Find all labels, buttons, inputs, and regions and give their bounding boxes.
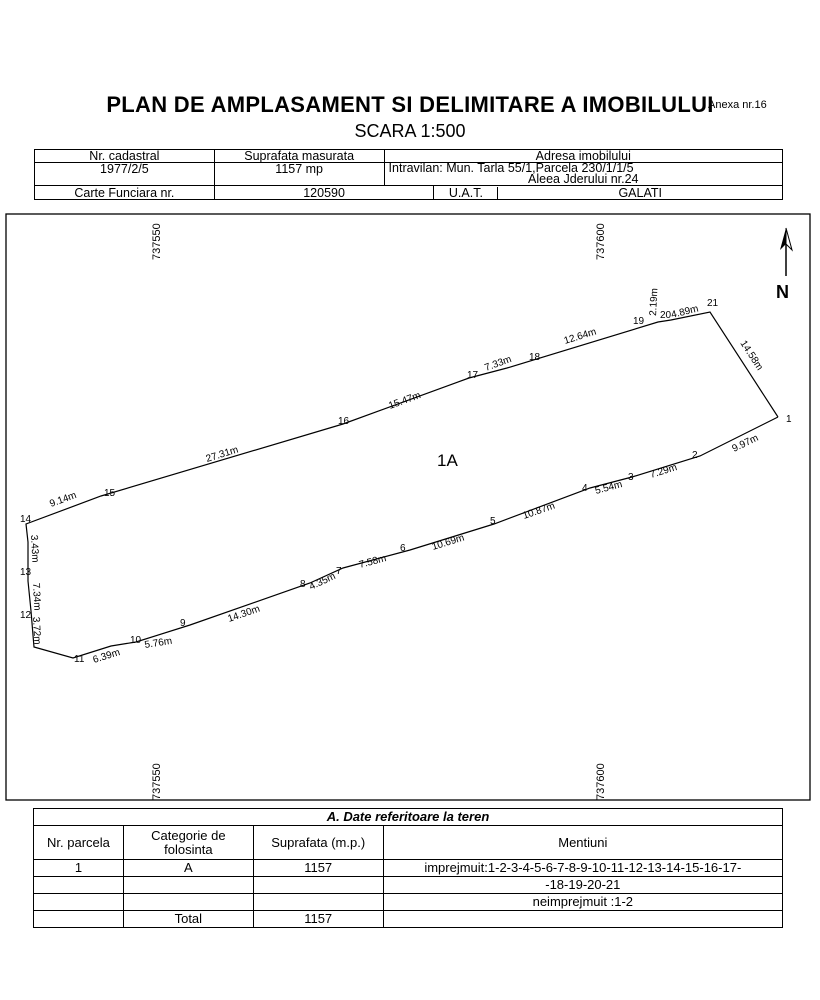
address-line-2: Aleea Jderului nr.24 <box>528 172 639 186</box>
point-label: 3 <box>628 472 634 483</box>
point-label: 19 <box>633 316 645 327</box>
annex-number: Anexa nr.16 <box>708 99 767 111</box>
point-label: 6 <box>400 543 406 554</box>
point-label: 11 <box>74 654 85 665</box>
distance-label: 7.34m <box>30 582 43 611</box>
distance-label: 4.35m <box>307 571 338 593</box>
distance-label: 3.43m <box>28 534 41 563</box>
surface-value: 1157 <box>253 860 383 877</box>
point-label: 18 <box>529 352 541 363</box>
land-book-label: Carte Funciara nr. <box>35 186 215 200</box>
point-label: 21 <box>707 298 719 309</box>
distance-label: 9.97m <box>730 432 761 455</box>
distance-label: 5.76m <box>143 635 173 651</box>
distance-label: 10.69m <box>430 532 466 553</box>
parcel-boundary <box>26 312 778 658</box>
point-label: 20 <box>660 310 672 321</box>
distance-label: 15.47m <box>387 390 423 412</box>
plan-frame <box>6 214 810 800</box>
distance-label: 14.58m <box>737 338 765 373</box>
land-data-table <box>33 808 783 928</box>
north-arrow-icon <box>776 228 792 302</box>
point-label: 7 <box>336 566 342 577</box>
distance-label: 2.19m <box>648 287 661 317</box>
parcel-number: 1 <box>34 860 124 877</box>
category-value: A <box>123 860 253 877</box>
point-label: 9 <box>180 618 186 629</box>
point-labels <box>20 298 792 665</box>
point-label: 2 <box>692 450 698 461</box>
point-label: 17 <box>467 370 479 381</box>
point-label: 8 <box>300 579 306 590</box>
point-label: 10 <box>130 635 142 646</box>
scale-label: SCARA 1:500 <box>354 121 466 141</box>
point-label: 4 <box>582 483 588 494</box>
distance-label: 27.31m <box>204 444 240 465</box>
grid-coordinate-left-bottom: 737550 <box>151 763 163 800</box>
total-value: 1157 <box>253 911 383 928</box>
address-line-1: Intravilan: Mun. Tarla 55/1,Parcela 230/1/1/5 <box>388 161 634 175</box>
distance-label: 4.89m <box>670 303 700 321</box>
header-surface: Suprafata masurata <box>214 150 384 163</box>
point-label: 12 <box>20 610 32 621</box>
point-label: 1 <box>786 414 792 425</box>
grid-coordinate-right-bottom: 737600 <box>595 763 607 800</box>
uat-label: U.A.T. <box>434 187 498 199</box>
distance-label: 6.39m <box>91 647 122 666</box>
mention-line: neimprejmuit :1-2 <box>383 894 782 911</box>
point-label: 16 <box>338 416 350 427</box>
col-mentions-header: Mentiuni <box>383 826 782 860</box>
mention-line: imprejmuit:1-2-3-4-5-6-7-8-9-10-11-12-13-14-15-16-17- <box>383 860 782 877</box>
mention-line: -18-19-20-21 <box>383 877 782 894</box>
distance-label: 7.33m <box>483 353 514 374</box>
point-label: 15 <box>104 488 116 499</box>
point-label: 13 <box>20 567 32 578</box>
point-label: 14 <box>20 514 32 525</box>
distance-labels <box>28 288 765 666</box>
grid-coordinate-right-top: 737600 <box>595 223 607 260</box>
distance-label: 12.64m <box>562 326 598 347</box>
distance-label: 5.54m <box>593 479 624 497</box>
land-section-title: A. Date referitoare la teren <box>34 809 783 826</box>
col-surface-header: Suprafata (m.p.) <box>253 826 383 860</box>
surface-value: 1157 mp <box>214 163 384 186</box>
parcel-label: 1A <box>437 451 458 470</box>
distance-label: 7.58m <box>357 553 388 571</box>
land-book-value: 120590 <box>214 186 434 200</box>
point-label: 5 <box>490 516 496 527</box>
document-title: PLAN DE AMPLASAMENT SI DELIMITARE A IMOBILULUI <box>106 92 714 117</box>
distance-label: 3.72m <box>30 616 43 645</box>
header-address: Adresa imobilului <box>384 150 782 163</box>
header-cadastral: Nr. cadastral <box>35 150 215 163</box>
distance-label: 9.14m <box>48 489 79 510</box>
col-category-header: Categorie de folosinta <box>123 826 253 860</box>
distance-label: 7.29m <box>648 462 679 481</box>
grid-coordinate-left-top: 737550 <box>151 223 163 260</box>
north-label: N <box>776 282 789 302</box>
col-parcel-header: Nr. parcela <box>34 826 124 860</box>
distance-label: 10.87m <box>521 500 557 522</box>
uat-value: GALATI <box>618 185 662 200</box>
distance-label: 14.30m <box>226 603 262 625</box>
total-label: Total <box>123 911 253 928</box>
cadastral-value: 1977/2/5 <box>35 163 215 186</box>
